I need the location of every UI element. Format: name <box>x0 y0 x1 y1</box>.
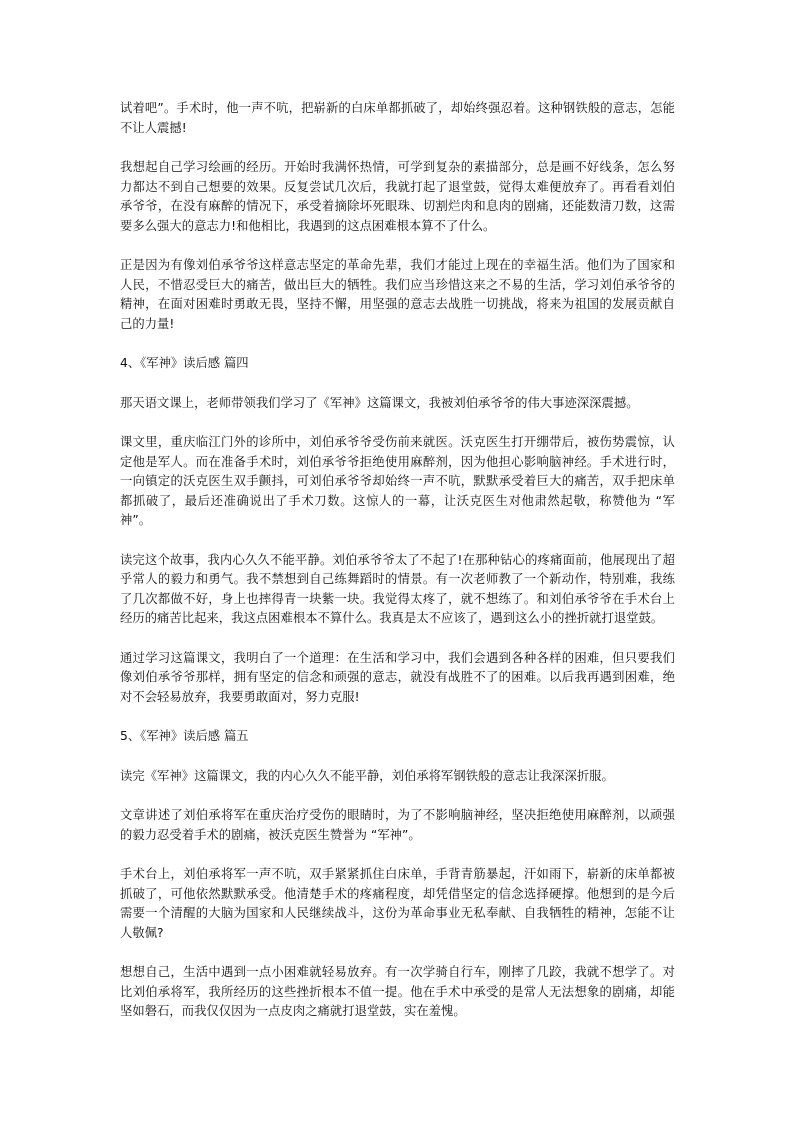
paragraph: 课文里，重庆临江门外的诊所中，刘伯承爷爷受伤前来就医。沃克医生打开绷带后，被伤势震惊，认定他是军人。而在准备手术时，刘伯承爷爷拒绝使用麻醉剂，因为他担心影响脑神经。手术进行时，一向镇定的沃克医生双手颤抖，可刘伯承爷爷却始终一声不吭，默默承受着巨大的痛苦，双手把床单都抓破了，最后还准确说出了手术刀数。这惊人的一幕，让沃克医生对他肃然起敬，称赞他为 “军神”。 <box>120 435 675 527</box>
paragraph: 通过学习这篇课文，我明白了一个道理：在生活和学习中，我们会遇到各种各样的困难，但只要我们像刘伯承爷爷那样，拥有坚定的信念和顽强的意志，就没有战胜不了的困难。以后我再遇到困难，绝对不会轻易放弃，我要勇敢面对，努力克服! <box>120 650 675 704</box>
article-body <box>120 99 675 1022</box>
paragraph: 我想起自己学习绘画的经历。开始时我满怀热情，可学到复杂的素描部分，总是画不好线条，怎么努力都达不到自己想要的效果。反复尝试几次后，我就打起了退堂鼓，觉得太难便放弃了。再看看刘伯承爷爷，在没有麻醉的情况下，承受着摘除坏死眼珠、切割烂肉和息肉的剧痛，还能数清刀数，这需要多么强大的意志力!和他相比，我遇到的这点困难根本算不了什么。 <box>120 160 675 233</box>
paragraph: 读完这个故事，我内心久久不能平静。刘伯承爷爷太了不起了!在那种钻心的疼痛面前，他展现出了超乎常人的毅力和勇气。我不禁想到自己练舞蹈时的情景。有一次老师教了一个新动作，特别难，我练了几次都做不好，身上也摔得青一块紫一块。我觉得太疼了，就不想练了。和刘伯承爷爷在手术台上经历的痛苦比起来，我这点困难根本不算什么。我真是太不应该了，遇到这么小的挫折就打退堂鼓。 <box>120 552 675 625</box>
paragraph: 想想自己，生活中遇到一点小困难就轻易放弃。有一次学骑自行车，刚摔了几跤，我就不想学了。对比刘伯承将军，我所经历的这些挫折根本不值一提。他在手术中承受的是常人无法想象的剧痛，却能坚如磐石，而我仅仅因为一点皮肉之痛就打退堂鼓，实在羞愧。 <box>120 965 675 1018</box>
paragraph: 正是因为有像刘伯承爷爷这样意志坚定的革命先辈，我们才能过上现在的幸福生活。他们为了国家和人民，不惜忍受巨大的痛苦，做出巨大的牺牲。我们应当珍惜这来之不易的生活，学习刘伯承爷爷的精神，在面对困难时勇敢无畏，坚持不懈，用坚强的意志去战胜一切挑战，将来为祖国的发展贡献自己的力量! <box>120 258 675 331</box>
section-heading: 4、《军神》读后感 篇四 <box>120 356 249 370</box>
paragraph: 试着吧”。手术时，他一声不吭，把崭新的白床单都抓破了，却始终强忍着。这种钢铁般的意志，怎能不让人震撼! <box>120 101 675 135</box>
paragraph: 读完《军神》这篇课文，我的内心久久不能平静，刘伯承将军钢铁般的意志让我深深折服。 <box>120 768 614 783</box>
section-heading: 5、《军神》读后感 篇五 <box>120 729 249 743</box>
paragraph: 那天语文课上，老师带领我们学习了《军神》这篇课文，我被刘伯承爷爷的伟大事迹深深震撼。 <box>120 395 639 410</box>
paragraph: 文章讲述了刘伯承将军在重庆治疗受伤的眼睛时，为了不影响脑神经，坚决拒绝使用麻醉剂，以顽强的毅力忍受着手术的剧痛，被沃克医生赞誉为 “军神”。 <box>120 808 675 842</box>
paragraph: 手术台上，刘伯承将军一声不吭，双手紧紧抓住白床单，手背青筋暴起，汗如雨下，崭新的床单都被抓破了，可他依然默默承受。他清楚手术的疼痛程度，却凭借坚定的信念选择硬撑。他想到的是今后需要一个清醒的大脑为国家和人民继续战斗，这份为革命事业无私奉献、自我牺牲的精神，怎能不让人敬佩? <box>120 867 675 940</box>
